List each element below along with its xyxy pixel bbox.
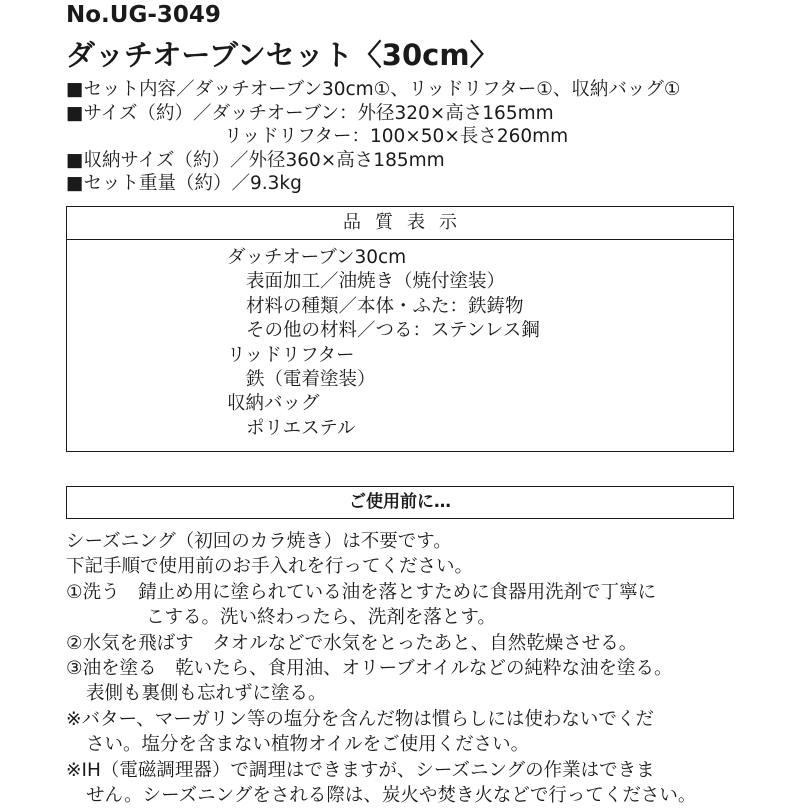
spec-storage-size: ■収納サイズ（約）／外径360×高さ185mm xyxy=(66,149,445,171)
care-note-butter: ※バター、マーガリン等の塩分を含んだ物は慣らしには使わないでくだ xyxy=(66,708,654,730)
spec-list xyxy=(66,78,756,196)
quality-label-box xyxy=(66,206,734,452)
spec-size: ■サイズ（約）／ダッチオーブン：外径320×高さ165mm xyxy=(66,102,554,124)
quality-line: 材料の種類／本体・ふた：鉄鋳物 xyxy=(246,295,524,317)
quality-line: 鉄（電着塗装） xyxy=(246,369,376,391)
care-line: さい。塩分を含まない植物オイルをご使用ください。 xyxy=(86,734,530,756)
spec-weight: ■セット重量（約）／9.3kg xyxy=(66,173,302,194)
quality-line: リッドリフター xyxy=(227,344,355,366)
care-line: こする。洗い終わったら、洗剤を落とす。 xyxy=(146,607,496,629)
care-instructions xyxy=(66,529,766,808)
notice-heading: ご使用前に… xyxy=(349,492,451,512)
care-note-ih: ※IH（電磁調理器）で調理はできますが、シーズニングの作業はできま xyxy=(66,759,655,781)
spec-size-lifter: リッドリフター：100×50×長さ260mm xyxy=(224,126,569,147)
care-line: 表側も裏側も忘れずに塗る。 xyxy=(86,683,327,705)
quality-heading: 品質表示 xyxy=(67,207,733,240)
quality-line: 収納バッグ xyxy=(227,393,320,415)
care-step-wash: ①洗う 錆止め用に塗られている油を落とすために食器用洗剤で丁寧に xyxy=(66,581,657,603)
quality-line: ポリエステル xyxy=(246,417,356,439)
care-line: せん。シーズニングをされる際は、炭火や焚き火などで行ってください。 xyxy=(86,785,697,807)
model-number: No.UG-3049 xyxy=(66,2,221,28)
quality-body xyxy=(67,240,733,441)
product-title: ダッチオーブンセット〈30cm〉 xyxy=(66,38,499,72)
quality-line: 表面加工／油焼き（焼付塗装） xyxy=(246,271,506,293)
care-line: 下記手順で使用前のお手入れを行ってください。 xyxy=(66,556,474,578)
care-step-oil: ③油を塗る 乾いたら、食用油、オリーブオイルなどの純粋な油を塗る。 xyxy=(66,658,673,680)
spec-set-contents: ■セット内容／ダッチオーブン30cm①、リッドリフター①、収納バッグ① xyxy=(66,79,681,100)
notice-heading-box xyxy=(66,486,734,519)
care-line: シーズニング（初回のカラ焼き）は不要です。 xyxy=(66,531,452,552)
care-step-dry: ②水気を飛ばす タオルなどで水気をとったあと、自然乾燥させる。 xyxy=(66,632,638,654)
quality-line: ダッチオーブン30cm xyxy=(227,247,407,268)
quality-line: その他の材料／つる：ステンレス鋼 xyxy=(246,320,540,342)
